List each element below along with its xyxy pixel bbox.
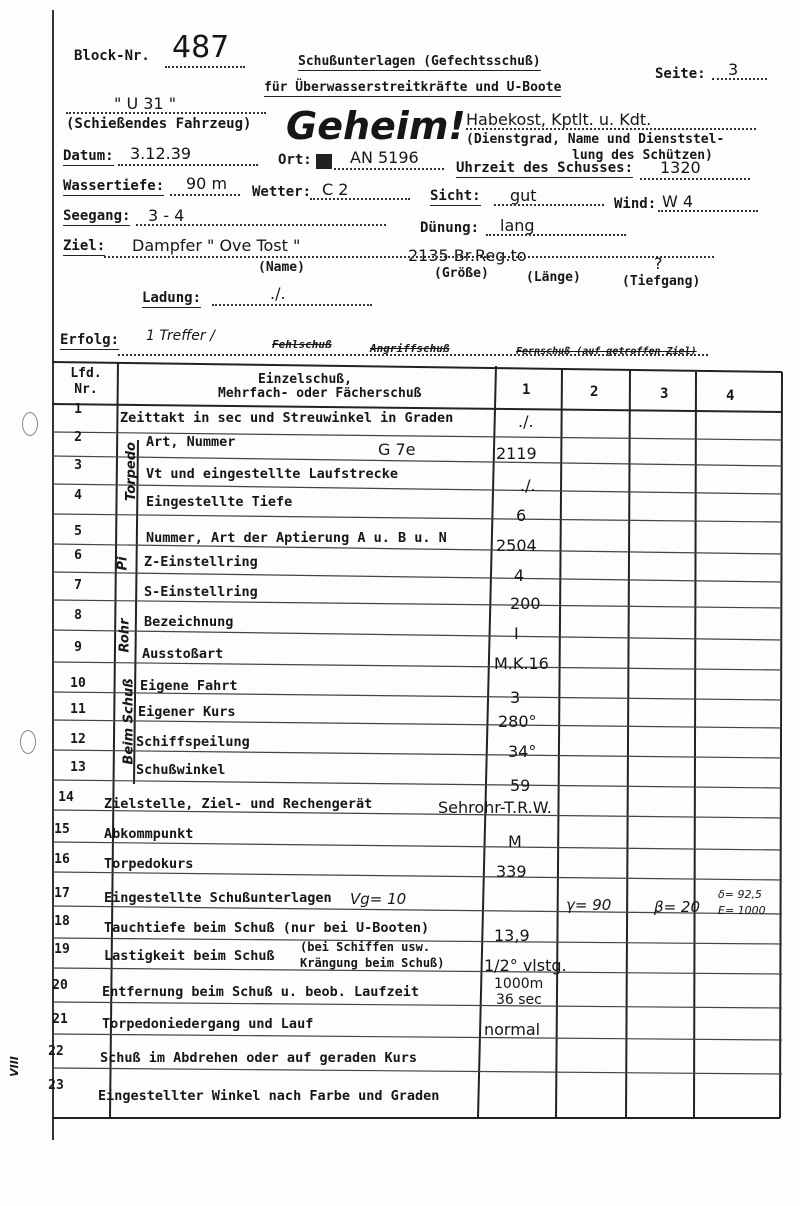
column-header-4: 4 (726, 388, 735, 404)
time-dots (640, 178, 750, 180)
column-header-desc-1: Einzelschuß, (258, 372, 352, 387)
row-number: 9 (74, 640, 82, 655)
secret-stamp: Geheim! (286, 104, 466, 148)
row-value-col1: 2504 (496, 536, 537, 555)
row-delta-value: δ= 92,5 (718, 888, 762, 901)
row-label: Eingestellter Winkel nach Farbe und Graden (98, 1088, 440, 1104)
row-number: 6 (74, 548, 82, 563)
row-value-col1: 2119 (496, 444, 537, 463)
row-label: Zeittakt in sec und Streuwinkel in Graden (120, 410, 454, 426)
group-label-rohr: Rohr (117, 618, 133, 653)
place-label: Ort: (278, 152, 312, 168)
firing-vessel-dots (66, 112, 266, 114)
weather-label: Wetter: (252, 184, 312, 200)
row-number: 3 (74, 458, 82, 473)
row-value-col1: normal (484, 1020, 541, 1039)
row-label: Eingestellte Tiefe (146, 494, 293, 510)
shooter-dots (466, 128, 756, 130)
place-value: AN 5196 (350, 148, 419, 167)
firing-vessel-value: " U 31 " (114, 94, 177, 113)
wind-dots (658, 210, 758, 212)
row-number: 10 (70, 676, 86, 691)
name-label: (Name) (258, 260, 305, 275)
date-dots (118, 164, 258, 166)
row-number: 12 (70, 732, 86, 747)
group-label-torpedo: Torpedo (123, 442, 139, 501)
sea-label: Seegang: (63, 208, 131, 224)
row-label: Tauchtiefe beim Schuß (nur bei U-Booten) (104, 920, 430, 936)
row-label: Schiffspeilung (136, 734, 250, 750)
grid-square-icon (316, 154, 332, 169)
target-value: Dampfer " Ove Tost " (132, 236, 301, 255)
row-label: Bezeichnung (144, 614, 234, 630)
row-label: Nummer, Art der Aptierung A u. B u. N (146, 530, 447, 546)
group-label-beim-schuss: Beim Schuß (121, 678, 137, 765)
page-label: Seite: (655, 66, 706, 82)
cargo-label: Ladung: (142, 290, 202, 306)
block-dots (165, 66, 245, 68)
wind-label: Wind: (614, 196, 657, 212)
date-value: 3.12.39 (130, 144, 192, 163)
row-value-col1: I (514, 624, 519, 643)
row-label: Schußwinkel (136, 762, 226, 778)
row-number: 13 (70, 760, 86, 775)
shooter-label-2: lung des Schützen) (572, 148, 713, 163)
target-size-value: 2135 Br.Reg.to (408, 246, 527, 265)
row-e-value: E= 1000 (718, 904, 766, 917)
row-value-col1: 4 (514, 566, 525, 585)
row-value-col1: 1000m (494, 976, 544, 992)
length-label: (Länge) (526, 270, 581, 285)
row-label-note-2: Krängung beim Schuß) (300, 956, 445, 970)
column-header-2: 2 (590, 384, 599, 400)
row-number: 11 (70, 702, 86, 717)
page-value: 3 (728, 60, 739, 79)
row-vg-value: Vg= 10 (350, 890, 407, 908)
time-value: 1320 (660, 158, 701, 177)
row-number: 18 (54, 914, 70, 929)
row-value-col1: 200 (510, 594, 541, 613)
row-label: Eigener Kurs (138, 704, 236, 720)
group-label-pi: Pi (115, 556, 131, 571)
row-number: 21 (52, 1012, 68, 1027)
sea-dots (136, 224, 386, 226)
row-label: Zielstelle, Ziel- und Rechengerät (104, 796, 373, 812)
draft-label: (Tiefgang) (622, 274, 701, 289)
success-dots (118, 354, 708, 356)
column-header-nr: Lfd. Nr. (70, 366, 102, 397)
row-value-col1: 339 (496, 862, 527, 881)
row-value-col1: Sehrohr-T.R.W. (438, 798, 552, 817)
cargo-dots (212, 304, 372, 306)
weather-dots (310, 198, 410, 200)
target-label: Ziel: (63, 238, 106, 254)
row-number: 16 (54, 852, 70, 867)
row-number: 19 (54, 942, 70, 957)
row-value-col1: 59 (510, 776, 531, 795)
visibility-value: gut (510, 186, 537, 205)
column-header-1: 1 (522, 382, 531, 398)
success-remote: Fernschuß (auf getroffen Ziel) (516, 346, 697, 357)
row-label: Eingestellte Schußunterlagen (104, 890, 332, 906)
row-number: 17 (54, 886, 70, 901)
sea-value: 3 - 4 (148, 206, 185, 225)
row-label: Entfernung beim Schuß u. beob. Laufzeit (102, 984, 419, 1000)
cargo-value: ./. (270, 284, 286, 303)
row-number: 22 (48, 1044, 64, 1059)
row-value-col1-time: 36 sec (496, 992, 542, 1008)
row-label: Abkommpunkt (104, 826, 194, 842)
shooter-value: Habekost, Kptlt. u. Kdt. (466, 110, 652, 129)
visibility-dots (494, 204, 604, 206)
target-dots (104, 256, 714, 258)
row-label: Schuß im Abdrehen oder auf geraden Kurs (100, 1050, 417, 1066)
row-torpedo-type: G 7e (378, 440, 416, 459)
swell-label: Dünung: (420, 220, 480, 236)
row-number: 23 (48, 1078, 64, 1093)
swell-value: lang (500, 216, 535, 235)
visibility-label: Sicht: (430, 188, 481, 204)
row-value-col1: 34° (508, 742, 537, 761)
row-number: 15 (54, 822, 70, 837)
row-gamma-value: γ= 90 (566, 896, 612, 914)
row-label: Z-Einstellring (144, 554, 258, 570)
time-label: Uhrzeit des Schusses: (456, 160, 634, 176)
block-label: Block-Nr. (74, 48, 150, 64)
firing-vessel-label: (Schießendes Fahrzeug) (66, 116, 252, 132)
success-miss: Fehlschuß (272, 338, 332, 351)
wind-value: W 4 (662, 192, 694, 211)
success-hits: 1 Treffer / (146, 328, 215, 344)
row-value-col1: 6 (516, 506, 527, 525)
row-value-col1: ./. (520, 476, 536, 495)
size-label: (Größe) (434, 266, 489, 281)
block-number: 487 (172, 30, 230, 65)
row-value-col1: 3 (510, 688, 521, 707)
row-number: 1 (74, 402, 82, 417)
form-title-line2: für Überwasserstreitkräfte und U-Boote (264, 80, 562, 95)
row-value-col1: ./. (518, 412, 534, 431)
row-number: 2 (74, 430, 82, 445)
column-header-3: 3 (660, 386, 669, 402)
row-label: Lastigkeit beim Schuß (104, 948, 275, 964)
row-label: Torpedoniedergang und Lauf (102, 1016, 314, 1032)
row-label: Torpedokurs (104, 856, 194, 872)
row-label: S-Einstellring (144, 584, 258, 600)
date-label: Datum: (63, 148, 114, 164)
row-value-col1: 1/2° vlstg. (484, 956, 567, 975)
row-label: Ausstoßart (142, 646, 224, 662)
depth-value: 90 m (186, 174, 228, 193)
punch-hole-bottom (20, 730, 36, 754)
row-number: 4 (74, 488, 82, 503)
row-number: 5 (74, 524, 82, 539)
page-dots (712, 78, 767, 80)
place-dots (334, 168, 444, 170)
swell-dots (486, 234, 626, 236)
form-title-line1: Schußunterlagen (Gefechtsschuß) (298, 54, 541, 69)
row-number: 8 (74, 608, 82, 623)
row-value-col1: 280° (498, 712, 537, 731)
row-beta-value: β= 20 (654, 898, 700, 916)
row-label: Vt und eingestellte Laufstrecke (146, 466, 398, 482)
success-label: Erfolg: (60, 332, 120, 348)
success-attack: Angriffschuß (370, 342, 450, 355)
punch-hole-top (22, 412, 38, 436)
form-left-border (52, 10, 54, 1140)
row-number: 7 (74, 578, 82, 593)
row-value-col1: 13,9 (494, 926, 530, 945)
draft-value: ? (654, 254, 663, 273)
row-number: 14 (58, 790, 74, 805)
row-number: 20 (52, 978, 68, 993)
weather-value: C 2 (322, 180, 349, 199)
row-label-note-1: (bei Schiffen usw. (300, 940, 431, 954)
row-label: Art, Nummer (146, 434, 236, 450)
row-value-col1: M (508, 832, 522, 851)
margin-note: VIII (7, 1056, 21, 1077)
depth-dots (170, 194, 240, 196)
column-header-desc-2: Mehrfach- oder Fächerschuß (218, 386, 422, 401)
depth-label: Wassertiefe: (63, 178, 165, 194)
row-value-col1: M.K.16 (494, 654, 549, 673)
shooter-label-1: (Dienstgrad, Name und Dienststel- (466, 132, 725, 147)
row-label: Eigene Fahrt (140, 678, 238, 694)
